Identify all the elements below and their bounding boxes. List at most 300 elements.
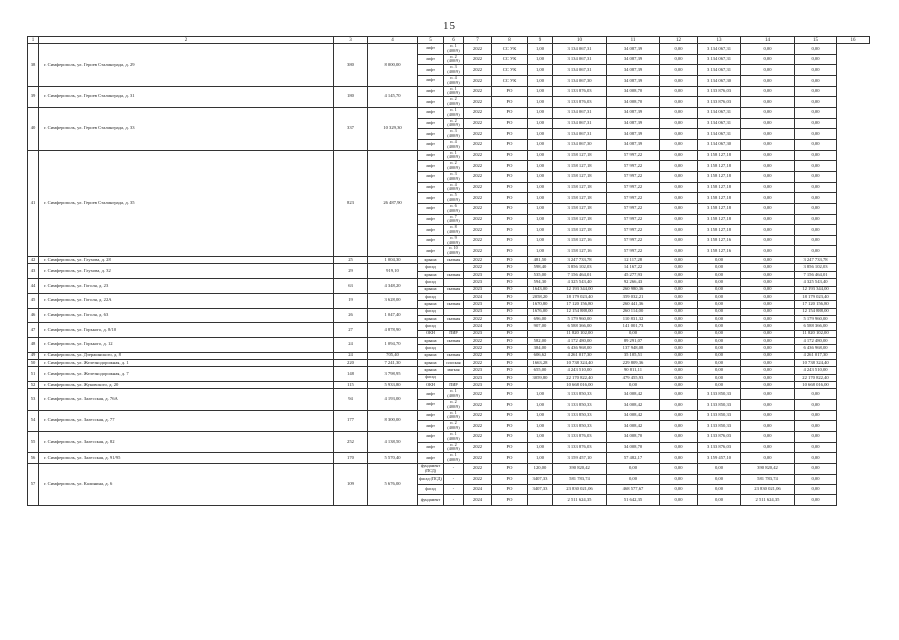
work-cost: 3 134 067,31 [553,44,607,55]
funding-source: РО [492,293,528,300]
object-area: 4 145,70 [368,86,418,107]
work-type: лифт [418,182,444,193]
unit-cost: 0,00 [607,463,660,474]
work-type: лифт [418,65,444,76]
funding-source: РО [492,97,528,108]
work-type: крыша [418,286,444,293]
col13-value: 0,00 [660,389,698,400]
object-address: г. Симферополь, ул. Дзержинского, д. 8 [39,352,334,359]
work-cost: 3 134 067,31 [553,129,607,140]
work-year: 2022 [464,235,492,246]
unit-cost: 57 997,22 [607,150,660,161]
work-element: - [444,463,464,474]
work-element: п. 5 (400/9) [444,193,464,204]
object-address: г. Симферополь, ул. Героев Сталинграда, д. 29 [39,44,334,87]
object-number: 41 [28,150,39,257]
page-number: 15 [443,20,456,32]
col15-value: 0,00 [741,399,795,410]
col14-value: 3 134 067,31 [698,44,741,55]
table-row [28,86,870,97]
work-volume: 1,00 [528,246,553,257]
col13-value: 0,00 [660,308,698,315]
col13-value: 0,00 [660,323,698,330]
work-volume: 3407,33 [528,474,553,484]
object-address: г. Симферополь, ул. Залесская, д. 76А [39,389,334,410]
work-cost: 12 154 888,00 [553,308,607,315]
work-type: лифт [418,97,444,108]
object-area: 8 000,00 [368,44,418,87]
work-type: фасад [418,279,444,286]
work-year: 2022 [464,474,492,484]
object-address: г. Симферополь, ул. Глухова, д. 28 [39,257,334,264]
object-col3-value: 170 [334,453,368,464]
work-volume: 696,00 [528,315,553,322]
work-year: 2022 [464,264,492,271]
document-sheet [27,36,869,606]
col14-value: 3 158 127,18 [698,193,741,204]
funding-source: РО [492,118,528,129]
col16-value: 10 668 016,00 [795,381,837,388]
funding-source: РО [492,171,528,182]
funding-source: РО [492,431,528,442]
col14-value: 3 133 876,03 [698,442,741,453]
work-year: 2024 [464,293,492,300]
col13-value: 0,00 [660,257,698,264]
work-cost: 3 134 067,31 [553,54,607,65]
funding-source: РО [492,129,528,140]
work-volume: 1,00 [528,129,553,140]
object-area: 5 933,80 [368,381,418,388]
object-area: 4 348,20 [368,279,418,294]
work-volume: 1,00 [528,453,553,464]
work-year: 2022 [464,214,492,225]
col15-value: 0,00 [741,323,795,330]
work-cost: 3 158 127,18 [553,203,607,214]
unit-cost: 34 087,39 [607,44,660,55]
col14-value: 0,00 [698,323,741,330]
col13-value: 0,00 [660,54,698,65]
col16-value: 0,00 [795,139,837,150]
col13-value: 0,00 [660,44,698,55]
funding-source: РО [492,139,528,150]
work-type: лифт [418,421,444,432]
work-year: 2023 [464,271,492,278]
object-address: г. Симферополь, ул. Калинина, д. 6 [39,463,334,505]
work-year: 2022 [464,75,492,86]
col16-value: 0,00 [795,410,837,421]
work-volume: 1,00 [528,107,553,118]
unit-cost: 57 997,22 [607,171,660,182]
work-cost: 3 134 067,30 [553,75,607,86]
table-row [28,463,870,474]
object-col3-value: 115 [334,381,368,388]
col16-value: 0,00 [795,75,837,86]
unit-cost: 34 008,70 [607,442,660,453]
work-type: крыша [418,315,444,322]
work-volume [528,495,553,505]
work-cost: 3 134 067,30 [553,139,607,150]
col15-value: 0,00 [741,54,795,65]
col14-value: 3 133 876,03 [698,86,741,97]
unit-cost: 260 980,36 [607,286,660,293]
object-address: г. Симферополь, ул. Горького, д. 12 [39,337,334,352]
col14-value: 0,00 [698,367,741,374]
col15-value: 0,00 [741,315,795,322]
work-year: 2022 [464,203,492,214]
work-type: лифт [418,44,444,55]
col16-value: 0,00 [795,161,837,172]
col15-value: 0,00 [741,257,795,264]
work-cost: 3 158 127,16 [553,246,607,257]
object-area: 7 241,30 [368,359,418,366]
work-year: 2022 [464,54,492,65]
work-element [444,345,464,352]
work-volume: 1,00 [528,442,553,453]
col15-value: 0,00 [741,431,795,442]
col16-value: 0,00 [795,150,837,161]
work-cost: 3 134 067,31 [553,107,607,118]
funding-source: РО [492,264,528,271]
col14-value: 3 134 067,31 [698,107,741,118]
col16-value: 0,00 [795,54,837,65]
unit-cost: 34 008,70 [607,431,660,442]
col13-value: 0,00 [660,431,698,442]
object-number: 55 [28,431,39,452]
col15-value: 0,00 [741,374,795,381]
object-col3-value: 148 [334,367,368,382]
work-element: п. 2 (400/9) [444,97,464,108]
col14-value: 0,00 [698,484,741,494]
funding-source: РО [492,442,528,453]
work-type: лифт [418,139,444,150]
col15-value: 581 783,74 [741,474,795,484]
col13-value: 0,00 [660,374,698,381]
col16-value: 0,00 [795,389,837,400]
col15-value: 0,00 [741,301,795,308]
work-volume: 535,00 [528,271,553,278]
col15-value: 0,00 [741,171,795,182]
work-volume: 1,00 [528,399,553,410]
funding-source: РО [492,301,528,308]
col13-value: 0,00 [660,246,698,257]
work-volume: 1,00 [528,421,553,432]
column-number: 15 [795,37,837,44]
col15-value: 0,00 [741,421,795,432]
table-row [28,352,870,359]
work-year: 2022 [464,453,492,464]
work-element: п. 2 (400/9) [444,118,464,129]
funding-source: РО [492,225,528,236]
work-volume: 1643,00 [528,286,553,293]
work-volume: 384,00 [528,345,553,352]
work-element [444,323,464,330]
col15-value: 0,00 [741,293,795,300]
col16-value: 0,00 [795,484,837,494]
work-element: п. 2 (400/9) [444,161,464,172]
object-col3-value: 63 [334,279,368,294]
col13-value: 0,00 [660,410,698,421]
work-year: 2022 [464,337,492,344]
unit-cost: 359 032,21 [607,293,660,300]
col14-value: 0,00 [698,315,741,322]
funding-source: РО [492,495,528,505]
col13-value: 0,00 [660,399,698,410]
col13-value: 0,00 [660,182,698,193]
work-volume: 1,00 [528,203,553,214]
work-element: - [444,474,464,484]
col13-value: 0,00 [660,271,698,278]
unit-cost: 34 087,39 [607,129,660,140]
col14-value: 0,00 [698,301,741,308]
col13-value: 0,00 [660,65,698,76]
unit-cost: 34 087,39 [607,54,660,65]
col13-value: 0,00 [660,367,698,374]
object-col3-value: 24 [334,337,368,352]
col14-value: 3 133 850,33 [698,410,741,421]
work-element: п. 2 (400/9) [444,399,464,410]
unit-cost: 90 811,11 [607,367,660,374]
col13-value: 0,00 [660,352,698,359]
col14-value: 3 133 850,33 [698,399,741,410]
col15-value: 0,00 [741,367,795,374]
work-cost: 3 134 067,31 [553,118,607,129]
col16-value: 4 172 480,00 [795,337,837,344]
object-area: 26 487,90 [368,150,418,257]
work-type: лифт [418,389,444,400]
work-element: скатная [444,337,464,344]
col15-value: 0,00 [741,65,795,76]
work-cost: 3 133 850,33 [553,399,607,410]
col15-value: 0,00 [741,264,795,271]
work-year: 2023 [464,381,492,388]
col16-value: 0,00 [795,44,837,55]
object-col3-value: 380 [334,44,368,87]
col16-value: 0,00 [795,193,837,204]
col15-value: 0,00 [741,286,795,293]
unit-cost: 92 266,43 [607,279,660,286]
funding-source: РО [492,323,528,330]
col13-value: 0,00 [660,286,698,293]
funding-source: РО [492,374,528,381]
work-year: 2022 [464,463,492,474]
work-volume: 1670,80 [528,301,553,308]
object-number: 54 [28,410,39,431]
work-element: п. 4 (400/9) [444,139,464,150]
work-element [444,308,464,315]
unit-cost: 260 114,00 [607,308,660,315]
work-volume: 1,00 [528,150,553,161]
object-area: 3 798,95 [368,367,418,382]
col13-value: 0,00 [660,474,698,484]
object-area: 4 878,90 [368,323,418,338]
object-number: 38 [28,44,39,87]
work-year: 2023 [464,367,492,374]
work-year: 2023 [464,330,492,337]
unit-cost: 12 117,28 [607,257,660,264]
column-number: 3 [334,37,368,44]
funding-source: РО [492,203,528,214]
work-element: п. 3 (400/9) [444,171,464,182]
object-address: г. Симферополь, ул. Жуковского, д. 20 [39,381,334,388]
col13-value: 0,00 [660,279,698,286]
work-cost: 17 120 156,80 [553,301,607,308]
object-col3-value: 25 [334,257,368,264]
col15-value: 0,00 [741,359,795,366]
col14-value: 3 158 127,18 [698,150,741,161]
funding-source: РО [492,286,528,293]
col16-value: 0,00 [795,118,837,129]
work-volume: 1,00 [528,44,553,55]
table-row [28,323,870,330]
work-type: лифт [418,203,444,214]
col14-value: 0,00 [698,352,741,359]
work-year: 2023 [464,301,492,308]
object-number: 53 [28,389,39,410]
col14-value: 3 133 850,33 [698,389,741,400]
work-element: ПИР [444,381,464,388]
work-type: фасад [418,374,444,381]
unit-cost: 0,00 [607,381,660,388]
column-number-row [28,37,870,44]
col14-value: 3 133 876,03 [698,431,741,442]
object-address: г. Симферополь, ул. Залесская, д. 77 [39,410,334,431]
unit-cost: 57 482,17 [607,453,660,464]
funding-source: РО [492,463,528,474]
column-number: 8 [492,37,528,44]
col13-value: 0,00 [660,129,698,140]
work-volume: 3407,33 [528,484,553,494]
unit-cost: 57 997,22 [607,193,660,204]
work-element: скатная [444,257,464,264]
object-area: 1 094,70 [368,337,418,352]
funding-source: РО [492,257,528,264]
work-year: 2022 [464,182,492,193]
unit-cost: 57 997,22 [607,214,660,225]
col14-value: 3 158 127,16 [698,235,741,246]
work-volume: 1,00 [528,54,553,65]
col16-value: 0,00 [795,463,837,474]
work-year: 2023 [464,279,492,286]
work-volume: 481,50 [528,257,553,264]
col16-value: 4 243 510,00 [795,367,837,374]
work-year: 2022 [464,352,492,359]
col16-value: 0,00 [795,474,837,484]
work-volume: 1676,00 [528,308,553,315]
unit-cost: 51 642,35 [607,495,660,505]
work-element [444,374,464,381]
object-address: г. Симферополь, ул. Залесская, д. 82 [39,431,334,452]
work-year: 2022 [464,118,492,129]
object-address: г. Симферополь, ул. Героев Сталинграда, д. 35 [39,150,334,257]
table-row [28,308,870,315]
work-element: п. 1 (400/9) [444,86,464,97]
unit-cost: 57 997,22 [607,246,660,257]
work-volume: 1,00 [528,235,553,246]
work-type: лифт [418,171,444,182]
col14-value: 0,00 [698,337,741,344]
column-number: 13 [698,37,741,44]
column-number: 9 [528,37,553,44]
work-cost: 7 156 464,01 [553,271,607,278]
work-type: лифт [418,399,444,410]
table-row [28,264,870,271]
work-type: крыша [418,337,444,344]
funding-source: СС УК [492,44,528,55]
work-year: 2023 [464,374,492,381]
work-type: ОКН [418,381,444,388]
col14-value: 3 158 127,18 [698,182,741,193]
work-volume: 1,00 [528,161,553,172]
col14-value: 0,00 [698,359,741,366]
col13-value: 0,00 [660,484,698,494]
table-row [28,107,870,118]
col16-value: 17 120 156,80 [795,301,837,308]
funding-source: РО [492,381,528,388]
col14-value: 3 158 127,18 [698,225,741,236]
col14-value: 0,00 [698,286,741,293]
table-row [28,381,870,388]
unit-cost: 34 008,42 [607,410,660,421]
work-element: п. 1 (400/9) [444,44,464,55]
work-volume: 1,00 [528,97,553,108]
column-number: 1 [28,37,39,44]
work-element: ПИР [444,330,464,337]
work-cost: 12 193 344,00 [553,286,607,293]
col14-value: 0,00 [698,264,741,271]
unit-cost: 260 441,36 [607,301,660,308]
work-element: скатная [444,315,464,322]
col14-value: 3 134 067,31 [698,54,741,65]
work-volume: 1,00 [528,182,553,193]
col16-value: 0,00 [795,171,837,182]
funding-source: СС УК [492,54,528,65]
object-col3-value: 27 [334,323,368,338]
unit-cost: 57 997,22 [607,235,660,246]
object-address: г. Симферополь, ул. Гоголя, д. 22А [39,293,334,308]
object-col3-value: 94 [334,389,368,410]
work-year: 2024 [464,484,492,494]
table-row [28,431,870,442]
table-row [28,44,870,55]
funding-source: РО [492,330,528,337]
work-element: п. 7 (400/9) [444,214,464,225]
work-element: скатная [444,352,464,359]
col15-value: 0,00 [741,279,795,286]
object-address: г. Симферополь, ул. Железнодорожная, д. 7 [39,367,334,382]
work-type: фундамент [418,495,444,505]
work-year: 2022 [464,389,492,400]
funding-source: РО [492,484,528,494]
work-type: лифт [418,161,444,172]
work-type: крыша [418,257,444,264]
table-row [28,410,870,421]
object-number: 52 [28,381,39,388]
unit-cost: 14 167,22 [607,264,660,271]
column-number: 14 [741,37,795,44]
work-element: - [444,484,464,494]
object-number: 44 [28,279,39,294]
work-year: 2022 [464,161,492,172]
work-volume: 1,00 [528,410,553,421]
work-volume: 1,00 [528,86,553,97]
work-element: п. 1 (400/9) [444,107,464,118]
object-area: 4 193,00 [368,389,418,410]
col15-value: 0,00 [741,161,795,172]
work-volume: 1,00 [528,75,553,86]
work-element: п. 1 (400/9) [444,453,464,464]
col15-value: 0,00 [741,381,795,388]
funding-source: РО [492,389,528,400]
